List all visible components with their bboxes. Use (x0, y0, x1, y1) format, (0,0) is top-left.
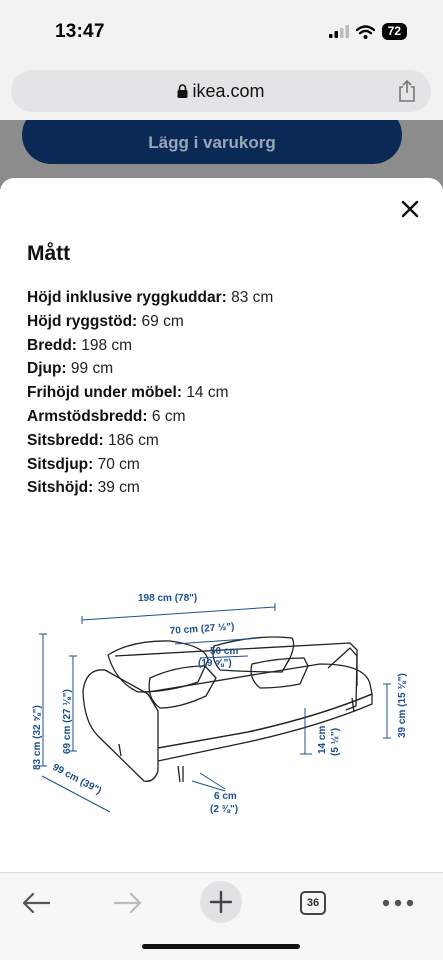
width-dimension-label: 198 cm (78") (138, 593, 198, 604)
url-text: ikea.com (192, 81, 265, 101)
spec-list (27, 286, 273, 500)
arrow-left-icon (21, 892, 51, 914)
seat-depth-label: 70 cm (27 ½") (169, 621, 235, 637)
back-button[interactable] (18, 883, 54, 923)
battery-icon: 72 (382, 23, 407, 40)
more-dots-icon (382, 899, 414, 907)
dimensions-sheet (0, 178, 443, 878)
plus-icon (209, 890, 233, 914)
tabs-button[interactable] (299, 883, 327, 923)
spec-item: Frihöjd under möbel: 14 cm (27, 384, 229, 402)
spec-item: Armstödsbredd: 6 cm (27, 407, 186, 425)
spec-item: Sitshöjd: 39 cm (27, 479, 140, 497)
inner-seat-depth-inch-label: (19 ⅝") (198, 658, 232, 669)
forward-button[interactable] (110, 883, 146, 923)
clearance-inch-label: (5 ½") (330, 727, 341, 756)
more-button[interactable] (380, 883, 416, 923)
address-bar[interactable] (11, 70, 431, 112)
browser-toolbar (0, 62, 443, 120)
sheet-title: Mått (27, 242, 71, 265)
spec-item: Sitsdjup: 70 cm (27, 455, 140, 473)
home-indicator (142, 944, 300, 949)
spec-item: Sitsbredd: 186 cm (27, 431, 159, 449)
status-time: 13:47 (55, 21, 105, 42)
status-icons (329, 23, 407, 40)
tabs-icon (300, 891, 326, 915)
spec-item: Djup: 99 cm (27, 360, 114, 378)
spec-item: Höjd ryggstöd: 69 cm (27, 312, 184, 330)
total-height-label: 83 cm (32 ⅝") (32, 705, 43, 770)
add-to-cart-button[interactable]: Lägg i varukorg (22, 120, 402, 164)
new-tab-button[interactable] (200, 881, 242, 923)
armrest-inch-label: (2 ⅜") (210, 804, 239, 815)
lock-icon (177, 84, 188, 98)
back-height-label: 69 cm (27 ⅛") (62, 689, 73, 754)
wifi-icon (356, 25, 375, 39)
depth-label: 99 cm (39") (50, 761, 104, 797)
armrest-label: 6 cm (214, 791, 237, 802)
sofa-dimension-diagram (20, 586, 420, 861)
status-bar (0, 0, 443, 62)
spec-item: Bredd: 198 cm (27, 336, 133, 354)
arrow-right-icon (113, 892, 143, 914)
inner-seat-depth-label: 50 cm (210, 646, 239, 657)
spec-item: Höjd inklusive ryggkuddar: 83 cm (27, 289, 274, 306)
seat-height-label: 39 cm (15 ⅜") (397, 673, 408, 738)
share-icon[interactable] (397, 79, 417, 103)
browser-bottom-bar (0, 872, 443, 960)
tab-count: 36 (306, 897, 320, 909)
cellular-signal-icon (329, 25, 349, 38)
clearance-label: 14 cm (317, 725, 328, 754)
close-icon[interactable] (399, 198, 421, 220)
